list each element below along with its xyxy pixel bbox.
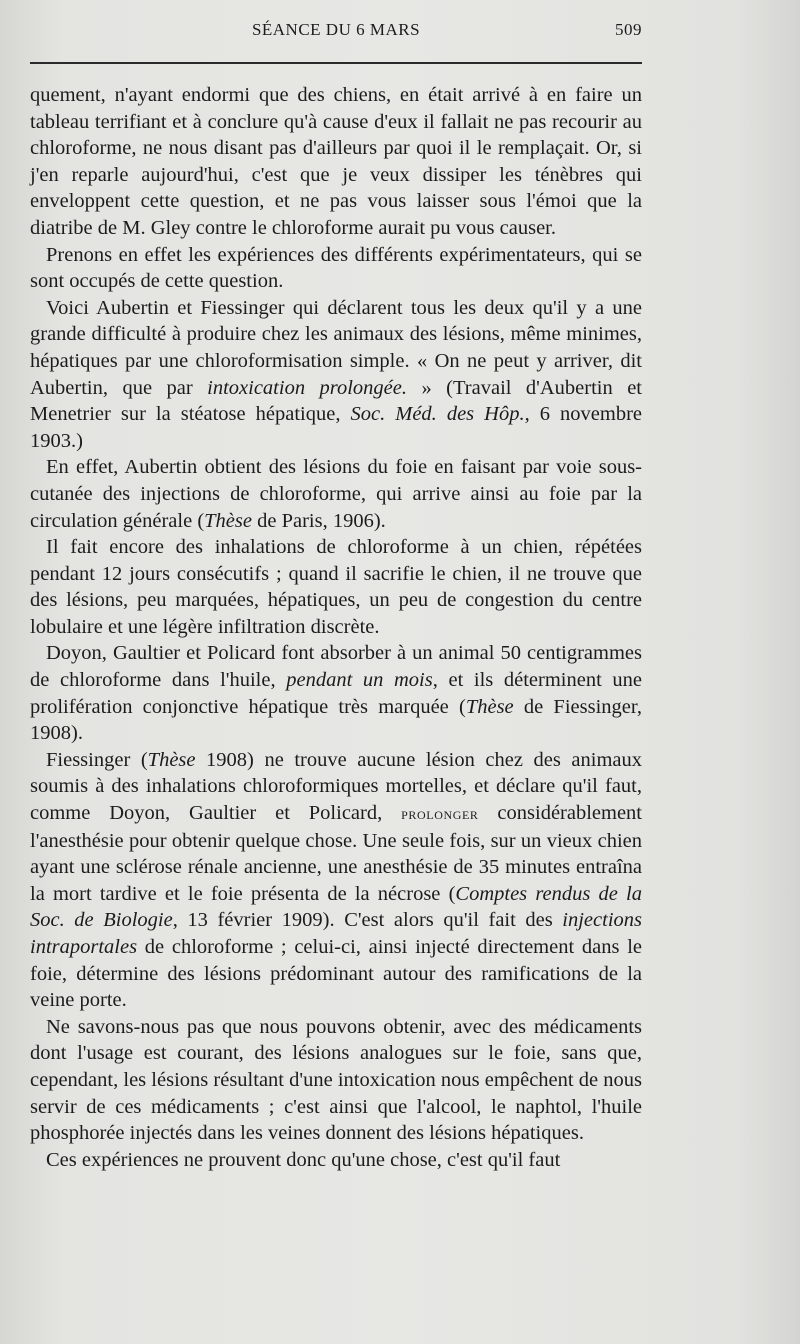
body-text [30, 82, 642, 1173]
text-run: Fiessinger ( [46, 748, 148, 771]
text-run: de Paris, 1906). [251, 509, 386, 532]
italic-text: Thèse [465, 695, 514, 718]
paragraph [30, 242, 642, 295]
italic-text: Thèse [204, 509, 252, 532]
paragraph [30, 295, 642, 455]
text-run: Prenons en effet les expériences des différents expérimentateurs, qui se sont occupés de cette question. [30, 243, 642, 293]
running-title: SÉANCE DU 6 MARS [251, 20, 421, 39]
text-run: quement, n'ayant endormi que des chiens, en était arrivé à en faire un tableau terrifiant et à conclure qu'à cause d'eux il fallait ne pas recourir au chloroforme, ne nous disant pas d'ailleurs par quoi il le remplaçait. Or, si j'en reparle aujourd'hui, c'est que je veux dissiper les ténèbres qui enveloppent cette question, et ne pas vous laisser sous l'émoi que la diatribe de M. Gley contre le chloroforme aurait pu vous causer. [30, 84, 642, 239]
text-run: Ces expériences ne prouvent donc qu'une chose, c'est qu'il faut [46, 1148, 561, 1171]
text-run: de Fiessinger, 1908). [30, 695, 642, 745]
text-run: considérablement l'anesthésie pour obtenir quelque chose. Une seule fois, sur un vieux chien ayant une sclérose rénale ancienne, une anesthésie de 35 minutes entraîna la mort tardive et le foie présenta de la nécrose ( [30, 802, 643, 905]
italic-text: pendant un mois [286, 669, 433, 692]
paragraph [30, 454, 642, 534]
italic-text: intoxication prolongée. [207, 376, 408, 399]
paragraph [30, 747, 642, 1014]
text-run: Il fait encore des inhalations de chloroforme à un chien, répétées pendant 12 jours consécutifs ; quand il sacrifie le chien, il ne trouve que des lésions, peu marquées, hépatiques, un peu de congestion du centre lobulaire et une légère infiltration discrète. [30, 536, 642, 638]
italic-text: Comptes rendus de la Soc. de Biologie [30, 882, 642, 932]
text-run: de chloroforme ; celui-ci, ainsi injecté directement dans le foie, détermine des lésions prédominant autour des ramifications de la veine porte. [30, 936, 642, 1012]
text-run: Voici Aubertin et Fiessinger qui déclarent tous les deux qu'il y a une grande difficulté à produire chez les animaux des lésions, même minimes, hépatiques par une chloroformisation simple. « On ne peut y arriver, dit Aubertin, que par [30, 296, 642, 399]
page-number: 509 [615, 20, 642, 39]
paragraph [30, 640, 642, 746]
paragraph [30, 1014, 642, 1147]
header-rule [30, 62, 642, 64]
paragraph [30, 534, 642, 640]
text-run: , 6 novembre 1903.) [30, 403, 643, 452]
paragraph [30, 82, 642, 242]
italic-text: Soc. Méd. des Hôp. [350, 403, 525, 426]
text-run: » (Travail d'Aubertin et Menetrier sur la stéatose hépatique, [30, 376, 642, 426]
text-run: , et ils déterminent une prolifération conjonctive hépatique très marquée ( [30, 669, 642, 718]
text-run: 1908) ne trouve aucune lésion chez des animaux soumis à des inhalations chloroformiques mortelles, et déclare qu'il faut, comme Doyon, Gaultier et Policard, [30, 748, 642, 825]
italic-text: injections intraportales [30, 909, 642, 958]
paragraph [30, 1147, 642, 1174]
running-header [30, 20, 642, 44]
text-run: Doyon, Gaultier et Policard font absorber à un animal 50 centigrammes de chloroforme dans l'huile, [30, 642, 642, 692]
small-caps-text: prolonger [401, 804, 479, 824]
text-run: , 13 février 1909). C'est alors qu'il fait des [172, 909, 563, 932]
text-run: En effet, Aubertin obtient des lésions du foie en faisant par voie sous-cutanée des injections de chloroforme, qui arrive ainsi au foie par la circulation générale ( [30, 456, 642, 532]
text-run: Ne savons-nous pas que nous pouvons obtenir, avec des médicaments dont l'usage est courant, des lésions analogues sur le foie, sans que, cependant, les lésions résultant d'une intoxication nous empêchent de nous servir de ces médicaments ; c'est ainsi que l'alcool, le naphtol, l'huile phosphorée injectés dans les veines donnent des lésions hépatiques. [30, 1015, 642, 1145]
italic-text: Thèse [147, 748, 196, 771]
